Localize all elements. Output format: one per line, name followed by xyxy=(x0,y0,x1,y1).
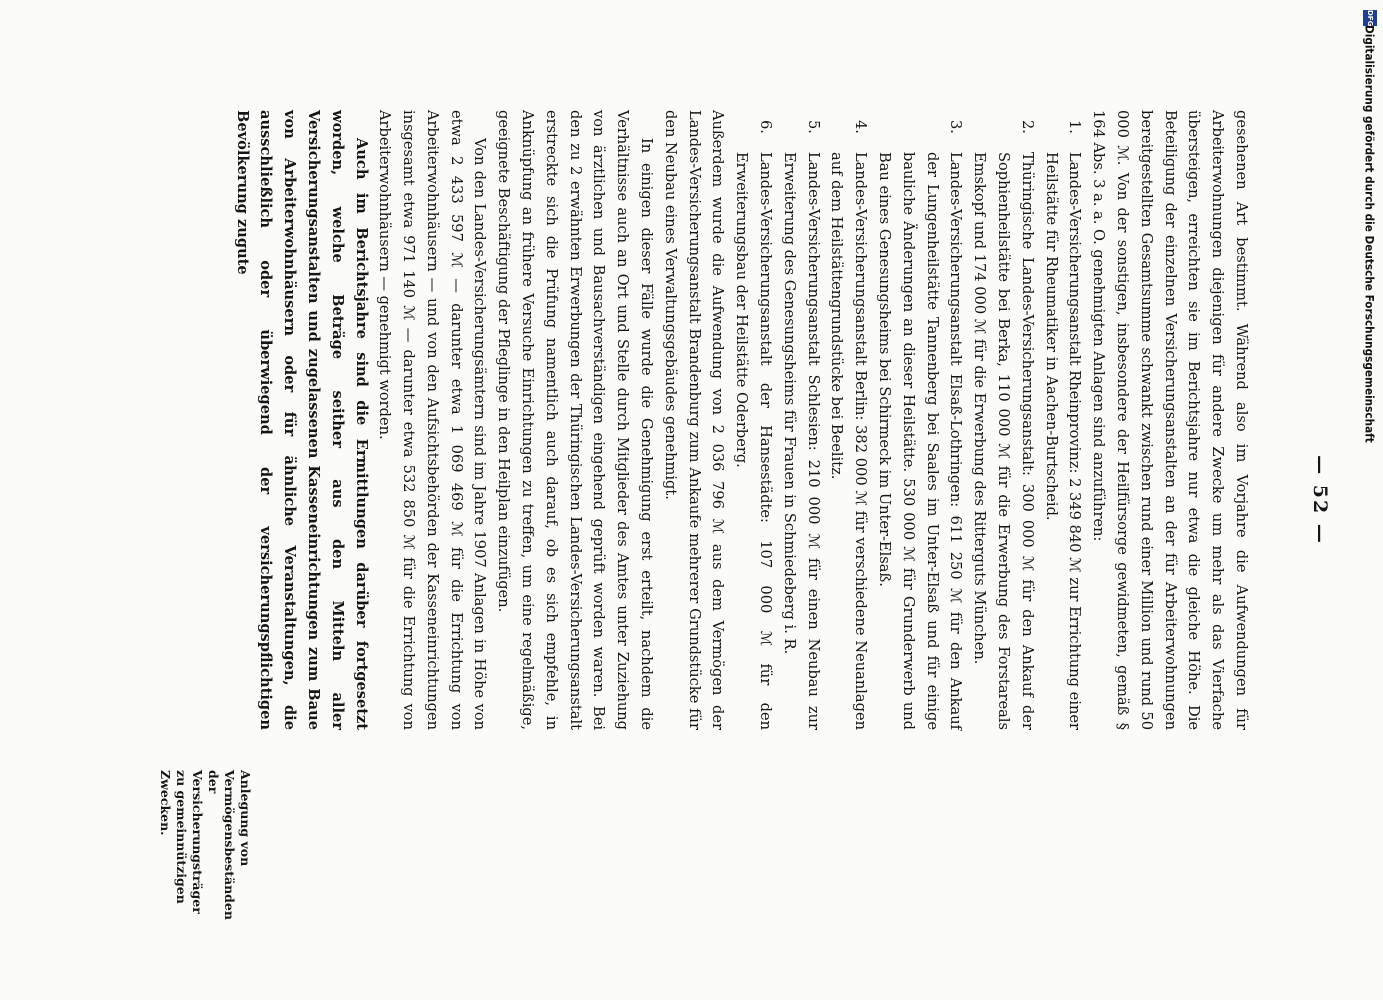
body-text xyxy=(143,110,1253,730)
paragraph-1907: Von den Landes-Versicherungsämtern sind im Jahre 1907 Anlagen in Höhe von etwa 2 433 597 ℳ — darunter etwa 1 069 469 ℳ für die Errichtung von Arbeiterwohnhäusern — und von den Aufsichtsbehörden der Kasseneinrichtungen insgesamt etwa 971 140 ℳ — darunter etwa 532 850 ℳ für die Errichtung von Arbeiterwohnhäusern — genehmigt worden. xyxy=(376,110,489,730)
digitization-credit xyxy=(1343,0,1383,1000)
page-number: — 52 — xyxy=(1309,455,1331,545)
paragraph-approval: In einigen dieser Fälle wurde die Genehmigung erst erteilt, nachdem die Verhältnisse auch an Ort und Stelle durch Mitglieder des Amtes unter Zuziehung von ärztlichen und Bausachverständigen eingehend geprüft worden waren. Bei den zu 2 erwähnten Erwerbungen der Thüringischen Landes-Versicherungsanstalt erstreckte sich die Prüfung namentlich auch darauf, ob es sich empfehle, in Anknüpfung an frühere Versuche Einrichtungen zu treffen, um eine regelmäßige, geeignete Beschäftigung der Pfleglinge in den Heilplan einzufügen. xyxy=(495,110,656,730)
list-item: 6. Landes-Versicherungsanstalt der Hansestädte: 107 000 ℳ für den Erweiterungsbau der Heilstätte Oderberg. xyxy=(733,120,775,730)
list-item: 2. Thüringische Landes-Versicherungsanstalt: 300 000 ℳ für den Ankauf der Sophienheilstätte bei Berka, 110 000 ℳ für die Erwerbung des Forstareals Emskopf und 174 000 ℳ für die Erwerbung des Ritterguts München. xyxy=(971,120,1036,730)
intro-paragraph: gesehenen Art bestimmt. Während also im Vorjahre die Aufwendungen für Arbeiterwohnungen diejenigen für andere Zwecke um mehr als das Vierfache übersteigen, erreichten sie im Berichtsjahre nur etwa die gleiche Höhe. Die Beteiligung der einzelnen Versicherungsanstalten an der für Arbeiterwohnungen bereitgestellten Gesamtsumme schwankt zwischen rund einer Million und rund 50 000 ℳ. Von der sonstigen, insbesondere der Heilfürsorge gewidmeten, gemäß § 164 Abs. 3 a. a. O. genehmigten Anlagen sind anzuführen: xyxy=(1090,110,1250,730)
paragraph-investigations: Auch im Berichtsjahre sind die Ermittlungen darüber fortgesetzt worden, welche Beträge seither aus den Mitteln aller Versicherungsanstalten und zugelassenen Kasseneinrichtungen zum Baue von Arbeiterwohnhäusern oder für ähnliche Veranstaltungen, die ausschließlich oder überwiegend der versicherungspflichtigen Bevölkerung zugute xyxy=(233,110,370,730)
list-item: 5. Landes-Versicherungsanstalt Schlesien: 210 000 ℳ für einen Neubau zur Erweiterung des Genesungsheims für Frauen in Schmiedeberg i. R. xyxy=(780,120,822,730)
paragraph-brandenburg: Außerdem wurde die Aufwendung von 2 036 796 ℳ aus dem Vermögen der Landes-Versicherungsanstalt Brandenburg zum Ankaufe mehrerer Grundstücke für den Neubau eines Verwaltungsgebäudes genehmigt. xyxy=(661,110,727,730)
list-item: 1. Landes-Versicherungsanstalt Rheinprovinz: 2 349 840 ℳ zur Errichtung einer Heilstätte für Rheumatiker in Aachen-Burtscheid. xyxy=(1042,120,1084,730)
credit-text: Digitalisierung gefördert durch die Deutsche Forschungsgemeinschaft xyxy=(1362,25,1376,443)
margin-note: Anlegung von Vermögensbeständen der Versicherungsträger zu gemeinnützigen Zwecken. xyxy=(158,770,253,920)
facility-list xyxy=(729,110,1086,730)
list-item: 4. Landes-Versicherungsanstalt Berlin: 382 000 ℳ für verschiedene Neuanlagen auf dem Heilstättengrundstücke bei Beelitz. xyxy=(828,120,870,730)
dfg-logo: DFG xyxy=(1363,10,1377,26)
list-item: 3. Landes-Versicherungsanstalt Elsaß-Lothringen: 611 250 ℳ für den Ankauf der Lungenheilstätte Tannenberg bei Saales im Unter-Elsaß und für einige bauliche Änderungen an dieser Heilstätte. 530 000 ℳ für Grunderwerb und Bau eines Genesungsheims bei Schirmeck im Unter-Elsaß. xyxy=(876,120,965,730)
